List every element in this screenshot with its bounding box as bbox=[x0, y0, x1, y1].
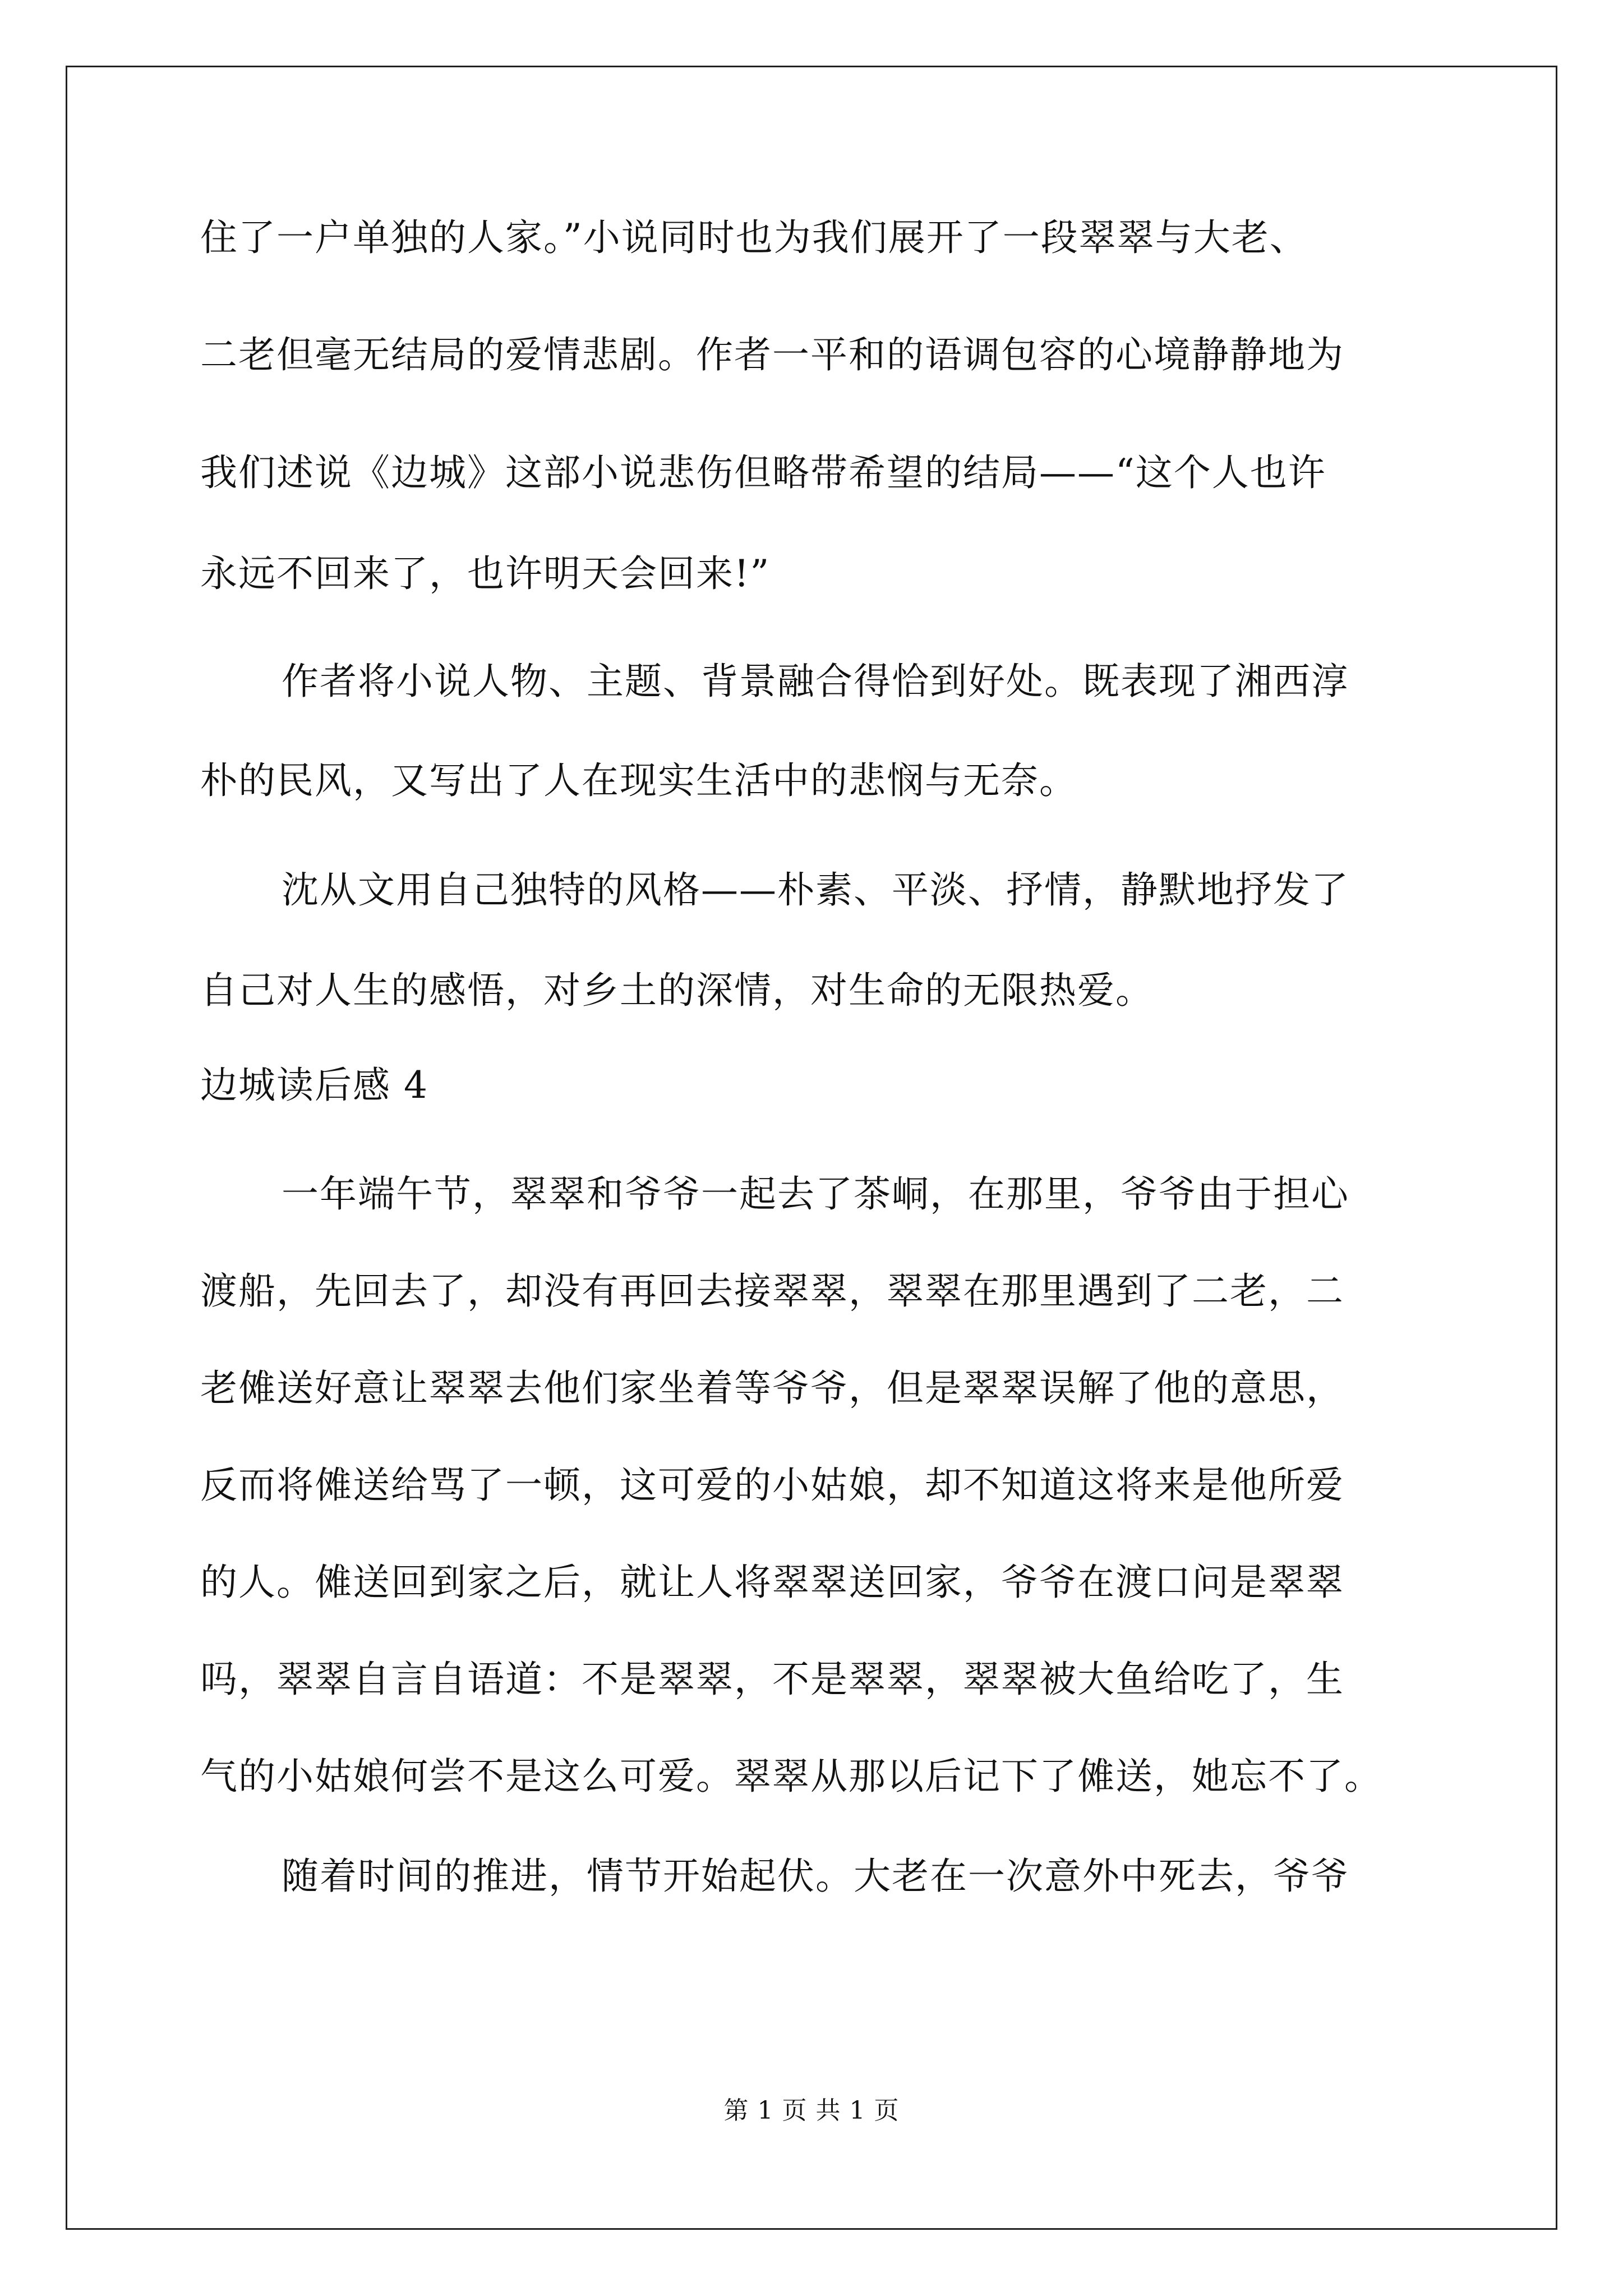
text-line: 住了一户单独的人家。”小说同时也为我们展开了一段翠翠与大老、 bbox=[200, 216, 1308, 259]
paragraph-first-line: 一年端午节，翠翠和爷爷一起去了茶峒，在那里，爷爷由于担心 bbox=[282, 1172, 1349, 1216]
text-line: 反而将傩送给骂了一顿，这可爱的小姑娘，却不知道这将来是他所爱 bbox=[200, 1464, 1344, 1507]
text-line: 自己对人生的感悟，对乡土的深情，对生命的无限热爱。 bbox=[200, 969, 1154, 1012]
text-line: 老傩送好意让翠翠去他们家坐着等爷爷，但是翠翠误解了他的意思， bbox=[200, 1366, 1344, 1410]
page-border bbox=[66, 66, 1557, 2230]
page-footer: 第 1 页 共 1 页 bbox=[723, 2096, 900, 2125]
text-line: 气的小姑娘何尝不是这么可爱。翠翠从那以后记下了傩送，她忘不了。 bbox=[200, 1755, 1382, 1798]
paragraph-first-line: 随着时间的推进，情节开始起伏。大老在一次意外中死去，爷爷 bbox=[282, 1855, 1349, 1898]
paragraph-first-line: 沈从文用自己独特的风格——朴素、平淡、抒情，静默地抒发了 bbox=[282, 868, 1349, 912]
text-line: 我们述说《边城》这部小说悲伤但略带希望的结局——“这个人也许 bbox=[200, 451, 1326, 494]
text-line: 的人。傩送回到家之后，就让人将翠翠送回家，爷爷在渡口问是翠翠 bbox=[200, 1561, 1344, 1604]
text-line: 永远不回来了，也许明天会回来!” bbox=[200, 552, 771, 595]
text-line: 渡船，先回去了，却没有再回去接翠翠，翠翠在那里遇到了二老，二 bbox=[200, 1269, 1344, 1313]
section-heading: 边城读后感 4 bbox=[200, 1064, 428, 1107]
text-line: 吗，翠翠自言自语道：不是翠翠，不是翠翠，翠翠被大鱼给吃了，生 bbox=[200, 1658, 1344, 1701]
text-line: 朴的民风，又写出了人在现实生活中的悲悯与无奈。 bbox=[200, 759, 1077, 802]
paragraph-first-line: 作者将小说人物、主题、背景融合得恰到好处。既表现了湘西淳 bbox=[282, 660, 1349, 703]
text-line: 二老但毫无结局的爱情悲剧。作者一平和的语调包容的心境静静地为 bbox=[200, 333, 1344, 376]
